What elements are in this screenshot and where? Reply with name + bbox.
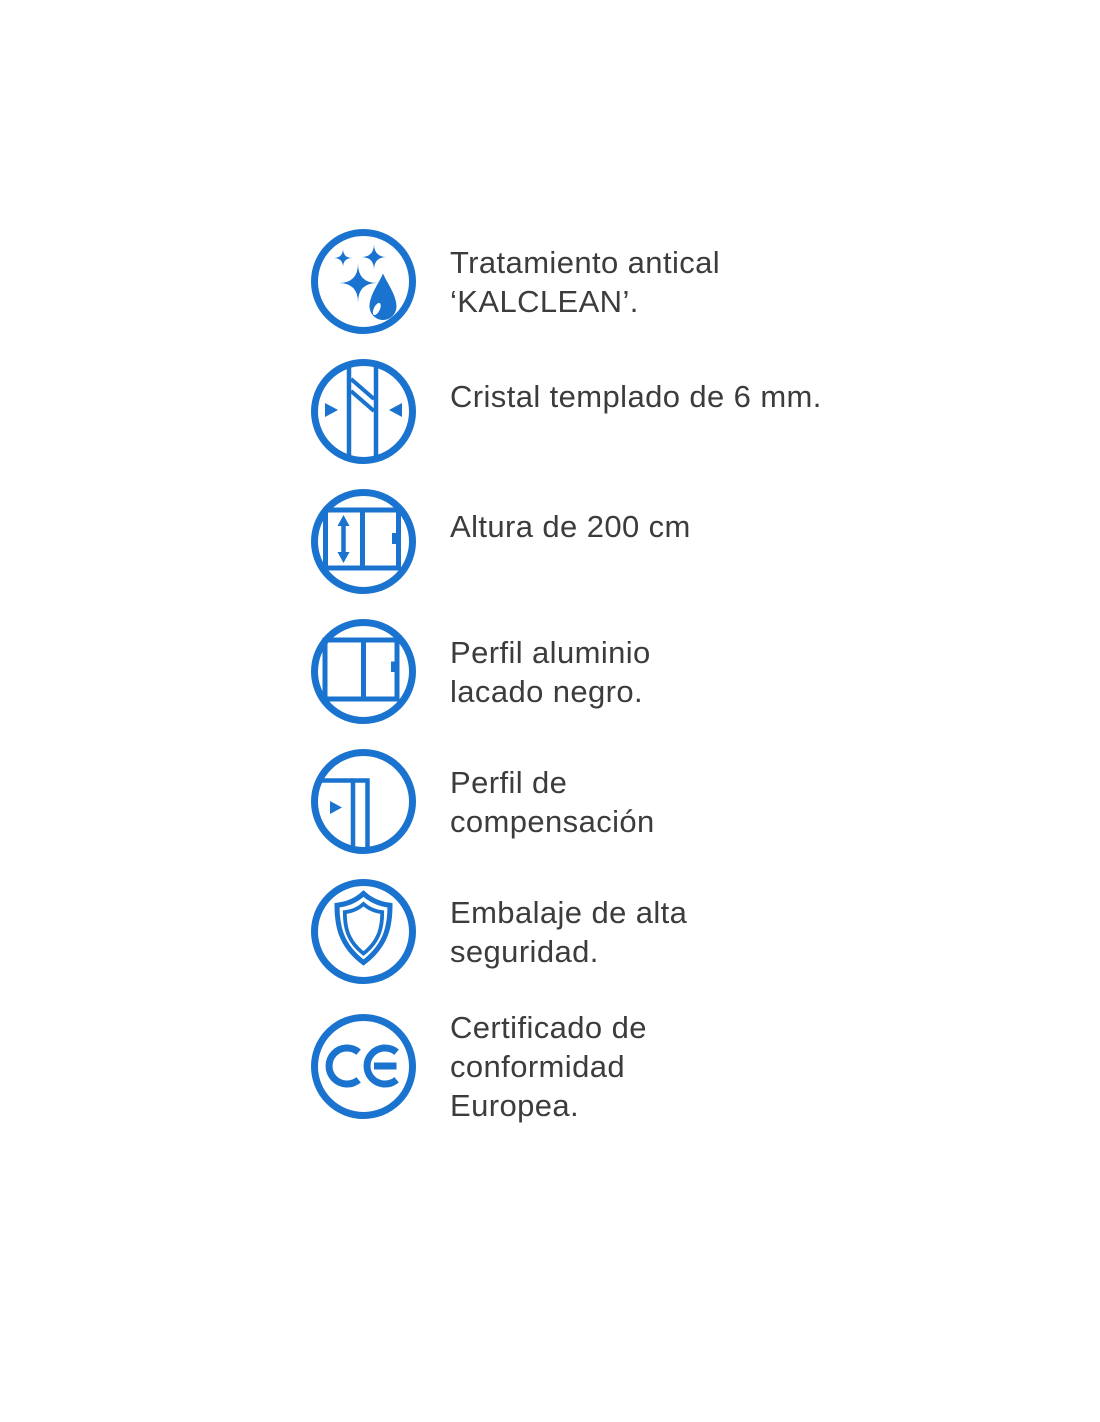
feature-line: Altura de 200 cm xyxy=(450,509,691,544)
feature-text-perfil-aluminio xyxy=(450,633,651,711)
feature-row-cristal xyxy=(310,358,822,465)
feature-line: Perfil aluminio xyxy=(450,634,651,670)
feature-text-certificado xyxy=(450,1008,647,1125)
feature-row-altura xyxy=(310,488,822,595)
tempered-glass-icon xyxy=(310,358,417,465)
feature-row-antical xyxy=(310,228,822,335)
feature-line: compensación xyxy=(450,803,655,839)
feature-text-cristal xyxy=(450,377,822,416)
feature-line: seguridad. xyxy=(450,933,599,969)
feature-line: Embalaje de alta xyxy=(450,894,688,930)
product-features-panel xyxy=(310,228,822,1148)
security-shield-icon xyxy=(310,878,417,985)
feature-line: Certificado de xyxy=(450,1010,647,1045)
sparkle-water-drop-icon xyxy=(310,228,417,335)
feature-line: Tratamiento antical xyxy=(450,244,721,280)
feature-text-compensacion xyxy=(450,763,655,841)
compensation-profile-icon xyxy=(310,748,417,855)
feature-row-certificado xyxy=(310,1008,822,1125)
feature-row-compensacion xyxy=(310,748,822,855)
feature-text-altura xyxy=(450,507,691,546)
feature-line: conformidad xyxy=(450,1049,625,1084)
feature-line: Europea. xyxy=(450,1088,580,1123)
feature-line: Perfil de xyxy=(450,764,568,800)
feature-line: lacado negro. xyxy=(450,673,644,709)
feature-row-embalaje xyxy=(310,878,822,985)
feature-line: ‘KALCLEAN’. xyxy=(450,283,639,319)
aluminium-profile-icon xyxy=(310,618,417,725)
ce-mark-icon xyxy=(310,1013,417,1120)
door-height-arrow-icon xyxy=(310,488,417,595)
feature-line: Cristal templado de 6 mm. xyxy=(450,379,822,414)
feature-text-embalaje xyxy=(450,893,687,971)
feature-row-perfil-aluminio xyxy=(310,618,822,725)
feature-text-antical xyxy=(450,243,720,321)
